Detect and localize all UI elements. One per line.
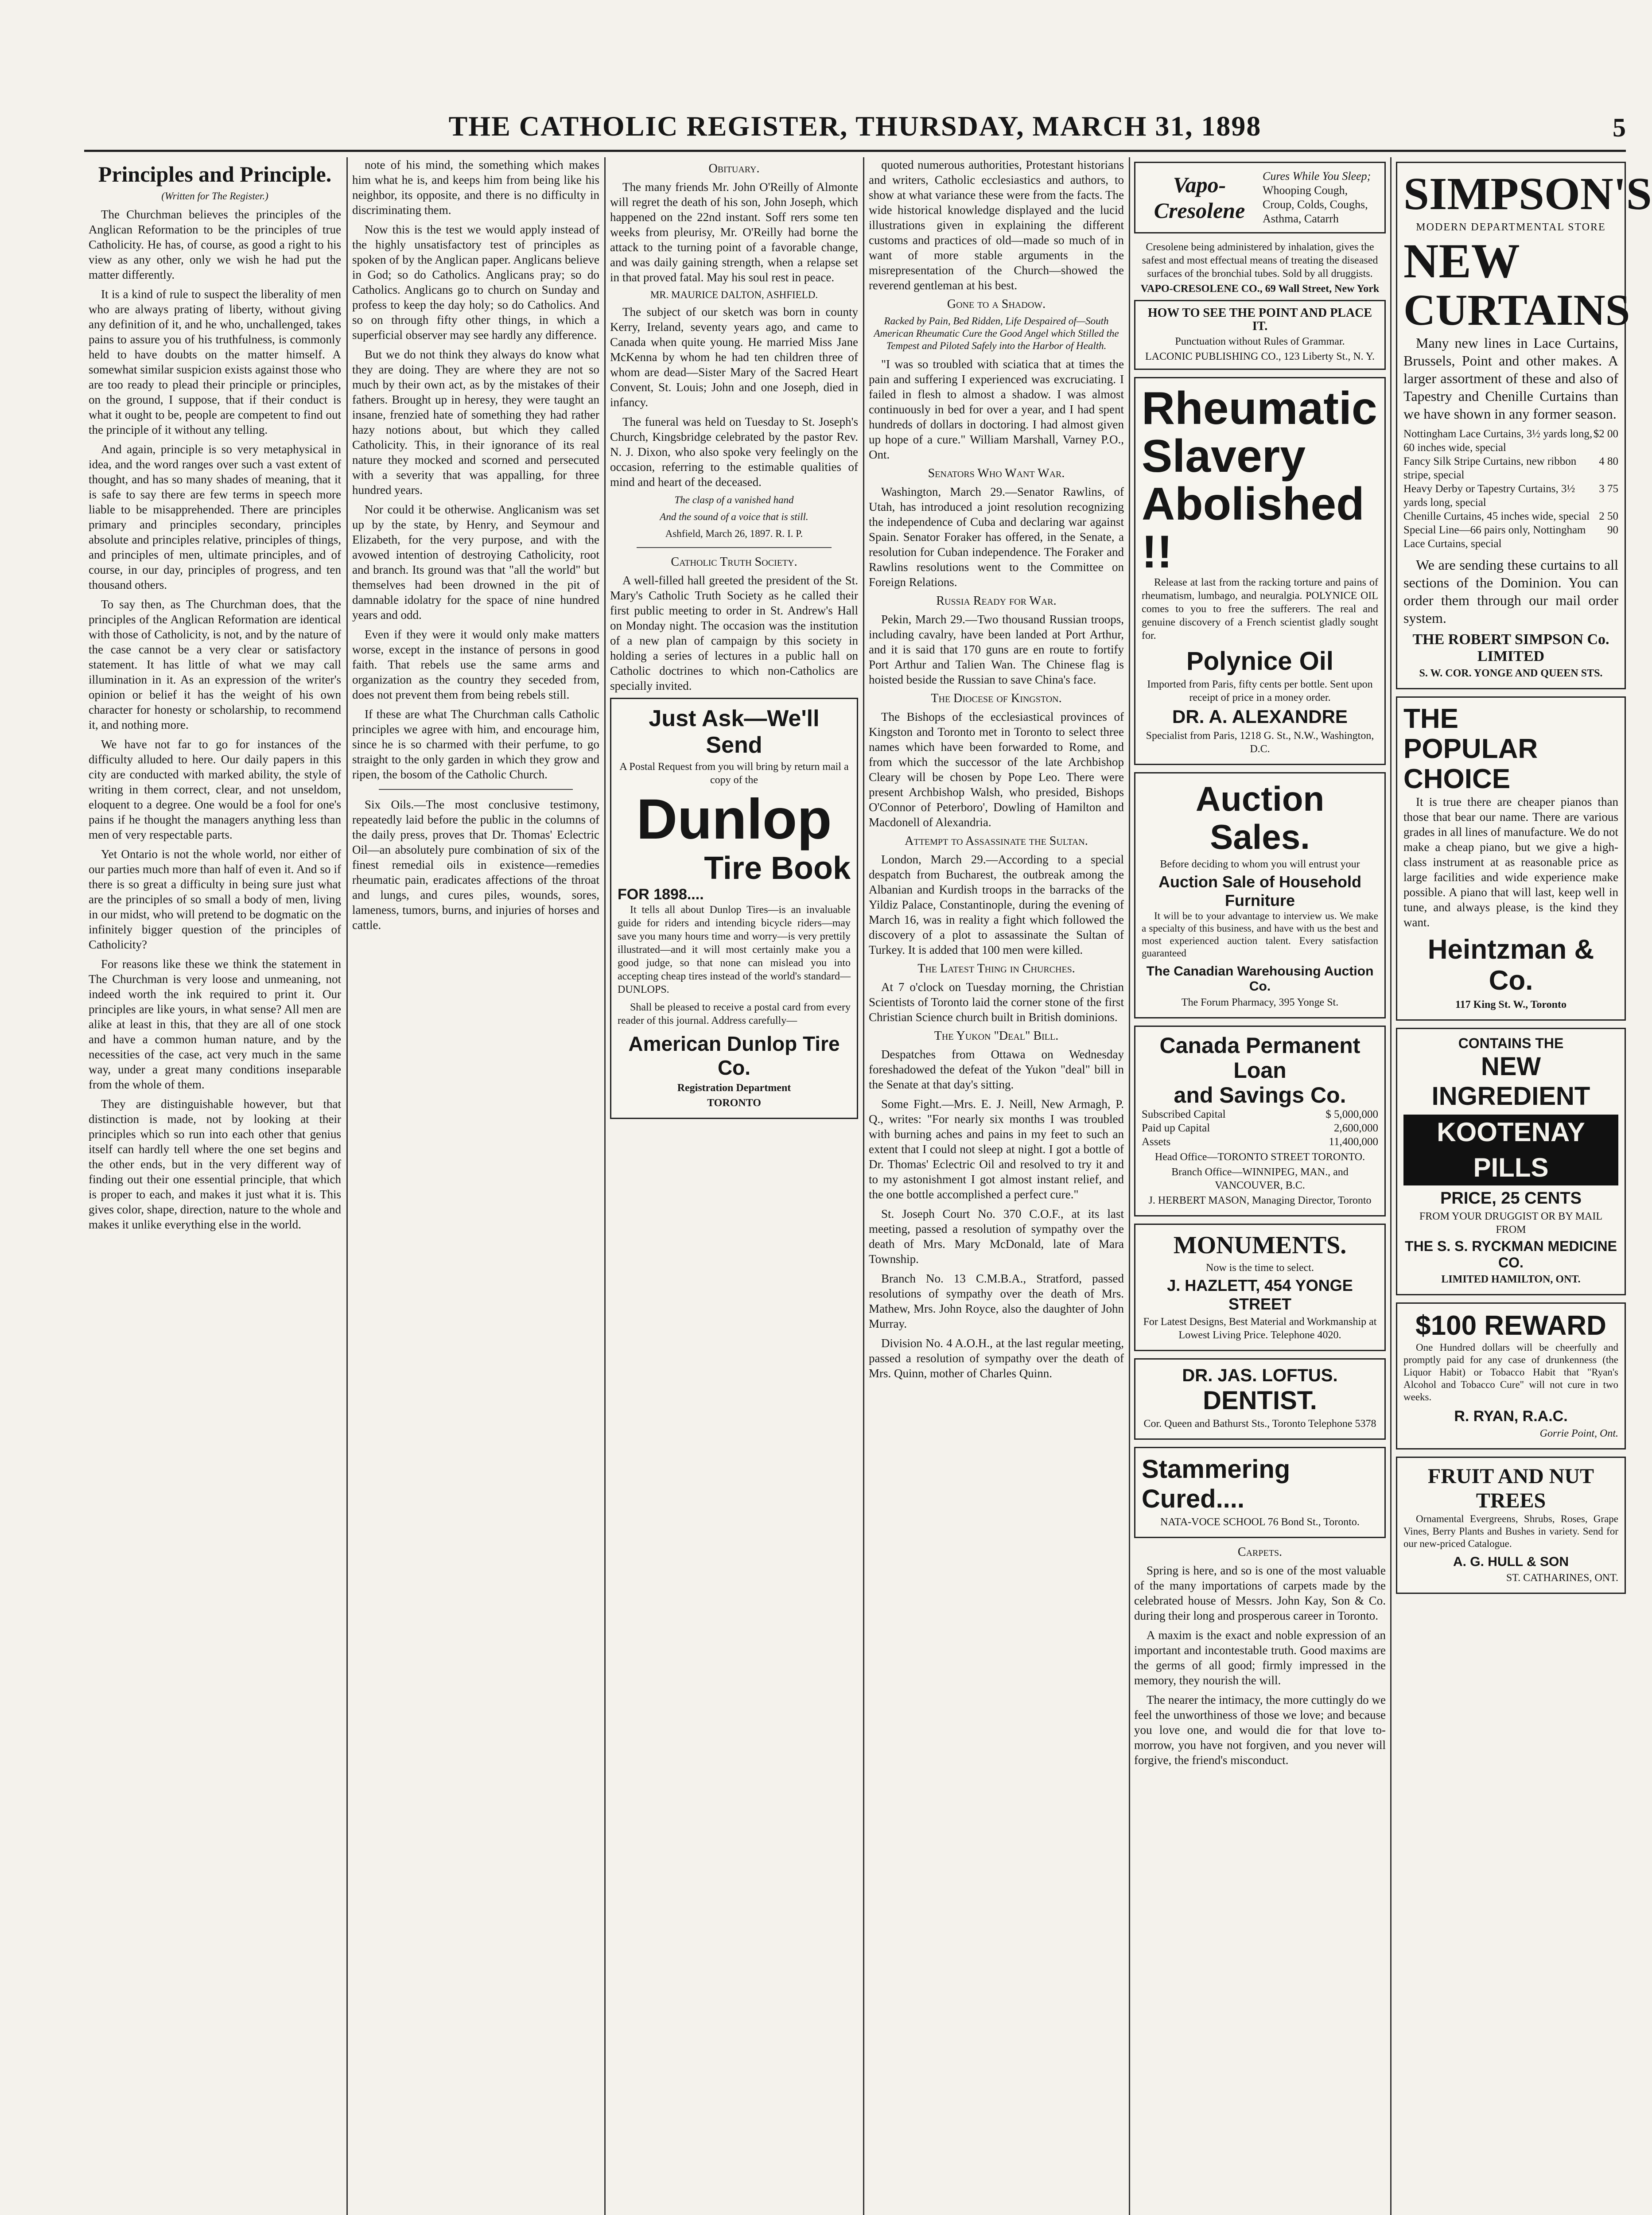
kootenay-price-sub: FROM YOUR DRUGGIST OR BY MAIL FROM bbox=[1419, 1211, 1603, 1236]
curtain-item bbox=[1403, 509, 1618, 523]
curtain-item-price: 90 bbox=[1607, 524, 1618, 536]
loan-value: $ 5,000,000 bbox=[1325, 1108, 1378, 1120]
cresolene-cure-line: Asthma, Catarrh bbox=[1263, 212, 1339, 225]
signature: Ashfield, March 26, 1897. R. I. P. bbox=[665, 528, 803, 539]
point-address: LACONIC PUBLISHING CO., 123 Liberty St., N. Y. bbox=[1145, 351, 1375, 362]
dunlop-note: Shall be pleased to receive a postal card from every reader of this journal. Address carefully— bbox=[618, 1002, 851, 1026]
paragraph: For reasons like these we think the statement in The Churchman is very loose and unmeaning, not indeed worth the ink required to print it. Our principles are like yours, in what sense? All men are alike at least in this, that they are all of one stock and have a common human nature, and by the necessities of the case, act very much in the same way, under a great many conditions inseparable from the whole of them. bbox=[89, 957, 341, 1091]
loan-value: 11,400,000 bbox=[1329, 1136, 1378, 1148]
paragraph: Now this is the test we would apply instead of the highly unsatisfactory test of principles as spoken of by the Anglican paper. Anglicans believe in God; so do Catholics. Anglicans pray; so do Catholics. Anglicans go to church on Sunday and profess to keep the day holy; so do Catholics. And so on through fifty other things, in which a superficial observer may see hardly any difference. bbox=[352, 223, 599, 342]
column-rule bbox=[1390, 157, 1392, 2215]
poem-line: The clasp of a vanished hand bbox=[674, 494, 794, 505]
hazlett-text: For Latest Designs, Best Material and Workmanship at Lowest Living Price. Telephone 4020. bbox=[1143, 1316, 1377, 1341]
fruit-trees-heading: FRUIT AND NUT TREES bbox=[1427, 1465, 1594, 1512]
paragraph: It is a kind of rule to suspect the liberality of men who are always prating of liberty, without giving any definition of it, and he who, unchallenged, takes pains to assure you of his truthfulness, is commonly held to have doubts on the matter himself. A somewhat similar suspicion exists against those who are too ready to plead their principle or principles, on the ground, I suppose, that if their conduct is what it ought to be, people are competent to find out the principle of it without any telling. bbox=[89, 288, 341, 436]
curtain-item-price: $2 00 bbox=[1593, 428, 1618, 440]
paragraph: At 7 o'clock on Tuesday morning, the Christian Scientists of Toronto laid the corner stone of the first Christian Science church built in British dominions. bbox=[869, 980, 1124, 1024]
dunlop-ad-heading: Just Ask—We'll Send bbox=[649, 706, 820, 758]
paragraph: Despatches from Ottawa on Wednesday foreshadowed the defeat of the Yukon "deal" bill in the Senate at that day's sitting. bbox=[869, 1048, 1124, 1091]
paragraph: Even if they were it would only make matters worse, except in the instance of persons in good faith. That rebels use the same arms and organization as the country they seceded from, does not prevent them from being rebels still. bbox=[352, 628, 599, 701]
point-subheading: Punctuation without Rules of Grammar. bbox=[1175, 336, 1345, 347]
loan-heading: and Savings Co. bbox=[1174, 1083, 1346, 1108]
masthead bbox=[84, 106, 1626, 146]
point-heading: HOW TO SEE THE POINT AND PLACE IT. bbox=[1147, 306, 1372, 333]
stammering-heading: Stammering bbox=[1142, 1455, 1291, 1484]
dunlop-ad-lead: A Postal Request from you will bring by return mail a copy of the bbox=[619, 761, 849, 786]
monuments-heading: MONUMENTS. bbox=[1173, 1232, 1347, 1259]
rheumatic-heading: Slavery bbox=[1142, 431, 1306, 482]
column-rule bbox=[1129, 157, 1130, 2215]
column-rule bbox=[604, 157, 606, 2215]
paragraph: note of his mind, the something which makes him what he is, and keeps him from being like his neighbor, its opposite, and there is no difficulty in discriminating them. bbox=[352, 158, 599, 217]
column-5 bbox=[1134, 157, 1386, 2215]
article-byline: (Written for The Register.) bbox=[161, 190, 268, 202]
paragraph: The many friends Mr. John O'Reilly of Almonte will regret the death of his son, John Joseph, which happened on the 22nd instant. Soff rers some ten weeks from pleurisy, Mr. O'Reilly had borne the attack to the turning point of a favorable change, and was daily gaining strength, when a relapse set in that proved fatal. May his soul rest in peace. bbox=[610, 180, 858, 284]
separator bbox=[637, 547, 832, 548]
paragraph: "I was so troubled with sciatica that at times the pain and suffering I experienced was excruciating. I failed in flesh to almost a shadow. I was almost continuously in bed for over a year, and I had spent hundreds of dollars in doctoring. I had almost given up hope of a cure." William Marshall, Varney P.O., Ont. bbox=[869, 358, 1124, 461]
paragraph: Pekin, March 29.—Two thousand Russian troops, including cavalry, have been landed at Port Arthur, and it is said that 170 guns are en route to fortify Port Arthur and Talien Wan. The Chinese flag is hoisted beside the Russian to save China's face. bbox=[869, 613, 1124, 686]
paragraph: But we do not think they always do know what they are doing. They are where they are not so much by their own act, as by the mistakes of their fathers. Brought up in heresy, they were taught an insane, frenzied hate of something they had rather hazy notions about, but which they called Catholicity. This, in their ignorance of its real nature they mocked and scorned and persecuted with a severity that was appalling, for three hundred years. bbox=[352, 348, 599, 497]
separator bbox=[379, 789, 573, 790]
cresolene-advertisement bbox=[1134, 162, 1386, 233]
ryckman-name: THE S. S. RYCKMAN MEDICINE CO. bbox=[1405, 1238, 1617, 1271]
auction-heading: Auction Sales. bbox=[1195, 779, 1325, 856]
loan-row bbox=[1142, 1108, 1378, 1121]
carpets-heading: Carpets. bbox=[1237, 1545, 1283, 1559]
paragraph: Nor could it be otherwise. Anglicanism was set up by the state, by Henry, and Seymour and Elizabeth, for the very purpose, and with the avowed intention of destroying Catholicity, root and branch. Its ground was that "all the world" but themselves had been drowned in the pit of damnable idolatry for the space of nine hundred years and odd. bbox=[352, 503, 599, 622]
loan-row bbox=[1142, 1135, 1378, 1149]
curtain-item-text: Chenille Curtains, 45 inches wide, special bbox=[1403, 510, 1590, 522]
loan-branch-office: Branch Office—WINNIPEG, MAN., and VANCOUVER, B.C. bbox=[1171, 1166, 1349, 1191]
paragraph: A well-filled hall greeted the president of the St. Mary's Catholic Truth Society as he called their first public meeting to order in St. Andrew's Hall on Monday night. The occasion was the institution of a new plan of campaign by this society in holding a series of lectures in a public hall on Catholic doctrines to which non-Catholics are specially invited. bbox=[610, 574, 858, 692]
dunlop-description: It tells all about Dunlop Tires—is an invaluable guide for riders and intending bicycle riders—may save you many hours time and worry—is very prettily illustrated—and it will most certainly make you a good judge, so that none can mislead you into accepting cheap tires instead of the world's standard—DUNLOPS. bbox=[618, 904, 851, 995]
dunlop-advertisement bbox=[610, 698, 858, 1119]
dunlop-tire-book: Tire Book bbox=[704, 851, 851, 886]
column-rule bbox=[863, 157, 864, 2215]
paragraph: If these are what The Churchman calls Catholic principles we agree with him, and encourage him, since he is so charmed with their perfume, to go straight to the only garden in which they grow and ripen, the bosom of the Catholic Church. bbox=[352, 707, 599, 781]
sending-text: We are sending these curtains to all sections of the Dominion. You can order them through our mail order system. bbox=[1403, 557, 1618, 626]
paragraph: Washington, March 29.—Senator Rawlins, of Utah, has introduced a joint resolution recognizing the independence of Cuba and declaring war against Spain. Senator Foraker has offered, in the Senate, a resolution for Cuban independence. The Foraker and Rawlins resolutions went to the Committee on Foreign Relations. bbox=[869, 485, 1124, 589]
masthead-title: THE CATHOLIC REGISTER, THURSDAY, MARCH 31, 1898 bbox=[448, 110, 1262, 142]
column-6 bbox=[1396, 157, 1652, 2215]
curtain-item bbox=[1403, 482, 1618, 509]
monuments-subheading: Now is the time to select. bbox=[1206, 1262, 1314, 1274]
paragraph: They are distinguishable however, but that distinction is made, not by looking at their principles which so run into each other that genius itself can hardly tell where the one set begins and the other ends, but in the very different way of finding out their one essential principle, that which is proper to each, and makes it just what it is. This gives color, shape, direction, nature to the whole and makes it unlike everything else in the world. bbox=[89, 1097, 341, 1231]
auction-text: Before deciding to whom you will entrust your bbox=[1160, 859, 1360, 870]
monuments-advertisement bbox=[1134, 1224, 1386, 1351]
paragraph: Branch No. 13 C.M.B.A., Stratford, passed resolutions of sympathy over the death of Mrs. Mathew, Mrs. John Royce, also the daughter of John Murray. bbox=[869, 1272, 1124, 1330]
curtain-item-text: Special Line—66 pairs only, Nottingham Lace Curtains, special bbox=[1403, 524, 1586, 550]
shadow-heading: Gone to a Shadow. bbox=[947, 297, 1046, 311]
reward-advertisement bbox=[1396, 1302, 1626, 1449]
paragraph: The Churchman believes the principles of the Anglican Reformation to be the principles of true Catholicity. He has, of course, as good a right to his view as any other, only we wish he had put the matter differently. bbox=[89, 208, 341, 281]
dalton-heading: MR. MAURICE DALTON, ASHFIELD. bbox=[650, 289, 818, 300]
kootenay-price: PRICE, 25 CENTS bbox=[1440, 1189, 1582, 1208]
fruit-trees-text: Ornamental Evergreens, Shrubs, Roses, Grape Vines, Berry Plants and Bushes in variety. Send for our new-priced Catalogue. bbox=[1403, 1513, 1618, 1549]
rheumatic-heading: Rheumatic bbox=[1142, 383, 1377, 434]
hull-address: ST. CATHARINES, ONT. bbox=[1506, 1572, 1618, 1584]
sultan-heading: Attempt to Assassinate the Sultan. bbox=[905, 834, 1088, 848]
paragraph: St. Joseph Court No. 370 C.O.F., at its last meeting, passed a resolution of sympathy over the death of Mrs. Mary McDonald, late of Mara Township. bbox=[869, 1207, 1124, 1266]
truth-heading: Catholic Truth Society. bbox=[671, 555, 797, 569]
piano-text: It is true there are cheaper pianos than those that bear our name. There are various grades in all lines of manufacture. We do not make a cheap piano, but we give a high-class instrument at as reasonable price as large facilities and wide experience make possible. A piano that will last, keep well in tune, and always please, is the kind they want. bbox=[1403, 795, 1618, 929]
auction-advertisement bbox=[1134, 772, 1386, 1018]
ryan-name: R. RYAN, R.A.C. bbox=[1454, 1408, 1568, 1425]
paragraph: Spring is here, and so is one of the most valuable of the many importations of carpets made by the celebrated house of Messrs. John Kay, Son & Co. during their long and prosperous career in Toronto. bbox=[1134, 1564, 1386, 1622]
curtain-item bbox=[1403, 455, 1618, 482]
kingston-heading: The Diocese of Kingston. bbox=[931, 692, 1062, 705]
loftus-name: DR. JAS. LOFTUS. bbox=[1182, 1366, 1338, 1385]
page-number: 5 bbox=[1613, 113, 1626, 142]
rheumatic-advertisement bbox=[1134, 377, 1386, 765]
masthead-rule bbox=[84, 150, 1626, 152]
curtain-item bbox=[1403, 523, 1618, 551]
paragraph: The subject of our sketch was born in county Kerry, Ireland, seventy years ago, and came to Canada when quite young. He married Miss Jane McKenna by whom he had ten children three of whom are dead—Sister Mary of the Sacred Heart Convent, St. Louis; John and one Joseph, died in infancy. bbox=[610, 305, 858, 409]
paragraph: Some Fight.—Mrs. E. J. Neill, New Armagh, P. Q., writes: "For nearly six months I was troubled with burning aches and pains in my feet to such an extent that I could not sleep at night. I got a bottle of Dr. Thomas' Eclectric Oil and resolved to try it and to my astonishment I got almost instant relief, and the one bottle accomplished a perfect cure." bbox=[869, 1097, 1124, 1201]
yukon-heading: The Yukon "Deal" Bill. bbox=[934, 1029, 1059, 1043]
cresolene-cure-line: Croup, Colds, Coughs, bbox=[1263, 198, 1368, 211]
curtains-text: Many new lines in Lace Curtains, Brussels, Point and other makes. A larger assortment of these and also of Tapestry and Chenille Curtains than we have shown in any former season. bbox=[1403, 335, 1618, 422]
senators-heading: Senators Who Want War. bbox=[928, 466, 1065, 480]
rheumatic-heading: Abolished !! bbox=[1142, 478, 1364, 578]
auction-subheading: Auction Sale of Household Furniture bbox=[1158, 873, 1361, 909]
curtain-item-text: Nottingham Lace Curtains, 3½ yards long, 60 inches wide, special bbox=[1403, 428, 1593, 454]
shadow-subheading: Racked by Pain, Bed Ridden, Life Despaired of—South American Rheumatic Cure the Good Angel which Stilled the Tempest and Piloted Safely into the Harbor of Health. bbox=[874, 315, 1119, 351]
popular-heading: POPULAR bbox=[1403, 734, 1538, 764]
paragraph: To say then, as The Churchman does, that the principles of the Anglican Reformation are identical with those of Catholicity, is not, and by the nature of the case cannot be a very clear or satisfactory statement. It has little of what we may call illumination in it. As an expression of the writer's opinion or belief it has the weight of his own character for honesty or scholarship, to recommend it, and nothing more. bbox=[89, 598, 341, 731]
alexandre-name: DR. A. ALEXANDRE bbox=[1172, 706, 1348, 727]
contains-heading: CONTAINS THE bbox=[1458, 1035, 1564, 1051]
paragraph: And again, principle is so very metaphysical in idea, and the word ranges over such a vast extent of thought, and has so many shades of meaning, that it is safe to say there are few terms in speech more liable to be misapprehended. There are principles primary and principles secondary, principles absolute and principles relative, principles of things, and principles of men, ultimate principles, and of course, in our day, principles of progress, and ten thousand others. bbox=[89, 443, 341, 591]
dunlop-logo: Dunlop bbox=[636, 788, 832, 851]
stammering-heading: Cured.... bbox=[1142, 1484, 1245, 1513]
popular-heading: CHOICE bbox=[1403, 764, 1511, 794]
hazlett-name: J. HAZLETT, 454 YONGE STREET bbox=[1167, 1276, 1353, 1313]
loan-head-office: Head Office—TORONTO STREET TORONTO. bbox=[1154, 1151, 1365, 1163]
dunlop-year: FOR 1898.... bbox=[618, 886, 704, 903]
paragraph: We have not far to go for instances of the difficulty alluded to here. Our daily papers in this city are conducted with marked ability, the style of writing in them correct, clear, and not unseldom, eloquent to a degree. One would be a fool for one's pains if he thought the managers anything less than men of very respectable parts. bbox=[89, 738, 341, 841]
column-1 bbox=[89, 157, 341, 2215]
dentist-advertisement bbox=[1134, 1358, 1386, 1440]
robert-simpson-name: THE ROBERT SIMPSON Co. LIMITED bbox=[1412, 631, 1609, 664]
curtain-item bbox=[1403, 427, 1618, 455]
loan-manager: J. HERBERT MASON, Managing Director, Toronto bbox=[1148, 1195, 1372, 1206]
paragraph: Yet Ontario is not the whole world, nor either of our parties much more than half of even it. And so if there is so great a difficulty in being sure just what are the principles of so small a body of men, living in our midst, who will pretend to be dogmatic on the infinitely bigger question of the principles of Catholicity? bbox=[89, 847, 341, 951]
loan-row bbox=[1142, 1121, 1378, 1135]
curtain-item-price: 3 75 bbox=[1599, 483, 1618, 495]
curtains-heading: NEW bbox=[1403, 234, 1520, 288]
alexandre-address: Specialist from Paris, 1218 G. St., N.W., Washington, D.C. bbox=[1146, 730, 1374, 755]
poem-line: And the sound of a voice that is still. bbox=[660, 511, 809, 522]
piano-advertisement bbox=[1396, 696, 1626, 1021]
cresolene-text: Cresolene being administered by inhalation, gives the safest and most effectual means of treating the diseased surfaces of the bronchial tubes. Sold by all druggists. bbox=[1142, 241, 1378, 280]
column-rule bbox=[346, 157, 348, 2215]
polynice-subheading: Imported from Paris, fifty cents per bottle. Sent upon receipt of price in a money order. bbox=[1147, 679, 1373, 703]
column-4 bbox=[869, 157, 1124, 2215]
loan-label: Assets bbox=[1142, 1136, 1171, 1148]
paragraph: The Bishops of the ecclesiastical provinces of Kingston and Toronto met in Toronto to select three names which have been forwarded to Rome, and from which the successor of the late Archbishop Cleary will be chosen by Pope Leo. There were present Archbishop Walsh, who presided, Bishops O'Connor of Peterboro', Dowling of Hamilton and Macdonell of Alexandria. bbox=[869, 710, 1124, 829]
stammering-address: NATA-VOCE SCHOOL 76 Bond St., Toronto. bbox=[1160, 1516, 1360, 1528]
paragraph: A maxim is the exact and noble expression of an important and incontestable truth. Good maxims are the germs of all good; firmly impressed in the memory, they nourish the will. bbox=[1134, 1628, 1386, 1687]
loan-label: Subscribed Capital bbox=[1142, 1108, 1226, 1120]
loan-value: 2,600,000 bbox=[1334, 1122, 1378, 1134]
dunlop-department: Registration Department bbox=[677, 1082, 791, 1094]
warehouse-subheading: The Forum Pharmacy, 395 Yonge St. bbox=[1181, 997, 1339, 1008]
robert-simpson-address: S. W. COR. YONGE AND QUEEN STS. bbox=[1419, 668, 1603, 679]
reward-text: One Hundred dollars will be cheerfully and promptly paid for any case of drunkenness (the Liquor Habit) or Tobacco Habit that "Ryan's Alcohol and Tobacco Cure" will not cure in two weeks. bbox=[1403, 1342, 1618, 1403]
paragraph: quoted numerous authorities, Protestant historians and writers, Catholic ecclesiastics and authors, to show at what variance these were from the facts. The wide historical knowledge displayed and the lucid illustrations given in explaining the different customs and practices of old—made so much of in want of more stable arguments in the misrepresentation of the Church—showed the reverend gentleman at his best. bbox=[869, 158, 1124, 292]
cresolene-address: VAPO-CRESOLENE CO., 69 Wall Street, New York bbox=[1140, 283, 1380, 295]
ryan-address: Gorrie Point, Ont. bbox=[1539, 1428, 1618, 1439]
paragraph: Division No. 4 A.O.H., at the last regular meeting, passed a resolution of sympathy over the death of Mrs. Quinn, mother of Charles Quinn. bbox=[869, 1337, 1124, 1380]
article-title: Principles and Principle. bbox=[98, 162, 332, 187]
auction-body: It will be to your advantage to interview us. We make a specialty of this business, and have with us the best and most experienced auction talent. Every satisfaction guaranteed bbox=[1142, 910, 1378, 959]
reward-heading: $100 REWARD bbox=[1415, 1310, 1606, 1341]
cresolene-logo: Vapo-Cresolene bbox=[1154, 172, 1245, 223]
curtain-item-text: Fancy Silk Stripe Curtains, new ribbon stripe, special bbox=[1403, 455, 1577, 481]
loan-label: Paid up Capital bbox=[1142, 1122, 1210, 1134]
loan-heading: Canada Permanent Loan bbox=[1159, 1033, 1360, 1083]
rheumatic-text: Release at last from the racking torture and pains of rheumatism, lumbago, and neuralgia. POLYNICE OIL comes to you to free the sufferers. The real and genuine discovery of a French scientist gladly sought for. bbox=[1142, 577, 1378, 641]
kootenay-advertisement bbox=[1396, 1028, 1626, 1295]
ryckman-city: LIMITED HAMILTON, ONT. bbox=[1441, 1274, 1581, 1285]
dentist-address: Cor. Queen and Bathurst Sts., Toronto Telephone 5378 bbox=[1143, 1418, 1376, 1430]
six-oils-notice: Six Oils.—The most conclusive testimony, repeatedly laid before the public in the columns of the daily press, proves that Dr. Thomas' Eclectric Oil—an absolutely pure combination of six of the finest remedial oils in existence—remedies rheumatic pain, eradicates affections of the throat and lungs, and cures piles, wounds, sores, lameness, tumors, burns, and injuries of horses and cattle. bbox=[352, 798, 599, 932]
stammering-advertisement bbox=[1134, 1447, 1386, 1538]
heintzman-name: Heintzman & Co. bbox=[1427, 934, 1594, 996]
warehouse-name: The Canadian Warehousing Auction Co. bbox=[1146, 964, 1374, 994]
curtains-heading: CURTAINS bbox=[1403, 285, 1630, 334]
dunlop-city: TORONTO bbox=[707, 1097, 761, 1109]
ingredient-heading: NEW INGREDIENT bbox=[1431, 1052, 1590, 1111]
paragraph: London, March 29.—According to a special despatch from Bucharest, the outbreak among the Albanian and Kurdish troops in the barracks of the Yildiz Palace, Constantinople, during the evening of March 16, was in reality a fight which followed the discovery of a plot to assassinate the Sultan of Turkey. It is added that 100 men were killed. bbox=[869, 853, 1124, 956]
loan-advertisement bbox=[1134, 1026, 1386, 1216]
russia-heading: Russia Ready for War. bbox=[936, 594, 1057, 608]
popular-heading: THE bbox=[1403, 703, 1458, 734]
curtain-item-text: Heavy Derby or Tapestry Curtains, 3½ yards long, special bbox=[1403, 483, 1575, 509]
heintzman-address: 117 King St. W., Toronto bbox=[1455, 999, 1566, 1010]
column-3 bbox=[610, 157, 858, 2215]
simpson-heading: SIMPSON'S bbox=[1403, 168, 1652, 219]
paragraph: The nearer the intimacy, the more cuttingly do we feel the unworthiness of those we love; and because you love one, and would die for that love to-morrow, you have not forgiven, and you never will forgive, the friend's misconduct. bbox=[1134, 1693, 1386, 1767]
simpson-advertisement bbox=[1396, 162, 1652, 689]
polynice-heading: Polynice Oil bbox=[1186, 647, 1333, 676]
hull-name: A. G. HULL & SON bbox=[1453, 1554, 1569, 1569]
dunlop-company: American Dunlop Tire Co. bbox=[628, 1032, 840, 1079]
column-2 bbox=[352, 157, 599, 2215]
point-advertisement bbox=[1134, 300, 1386, 370]
churches-heading: The Latest Thing in Churches. bbox=[917, 962, 1075, 975]
simpson-subheading: MODERN DEPARTMENTAL STORE bbox=[1416, 222, 1606, 233]
curtain-item-price: 4 80 bbox=[1599, 455, 1618, 467]
cresolene-cure-line: Whooping Cough, bbox=[1263, 184, 1348, 197]
fruit-trees-advertisement bbox=[1396, 1457, 1626, 1594]
paragraph: The funeral was held on Tuesday to St. Joseph's Church, Kingsbridge celebrated by the pastor Rev. N. J. Dixon, who also spoke very feelingly on the occasion, referring to the estimable qualities of mind and heart of the deceased. bbox=[610, 415, 858, 489]
curtain-item-price: 2 50 bbox=[1599, 510, 1618, 522]
kootenay-logo: KOOTENAY PILLS bbox=[1403, 1115, 1618, 1185]
dentist-heading: DENTIST. bbox=[1203, 1386, 1317, 1415]
obituary-heading: Obituary. bbox=[708, 162, 760, 175]
cresolene-cure-line: Cures While You Sleep; bbox=[1263, 170, 1371, 183]
